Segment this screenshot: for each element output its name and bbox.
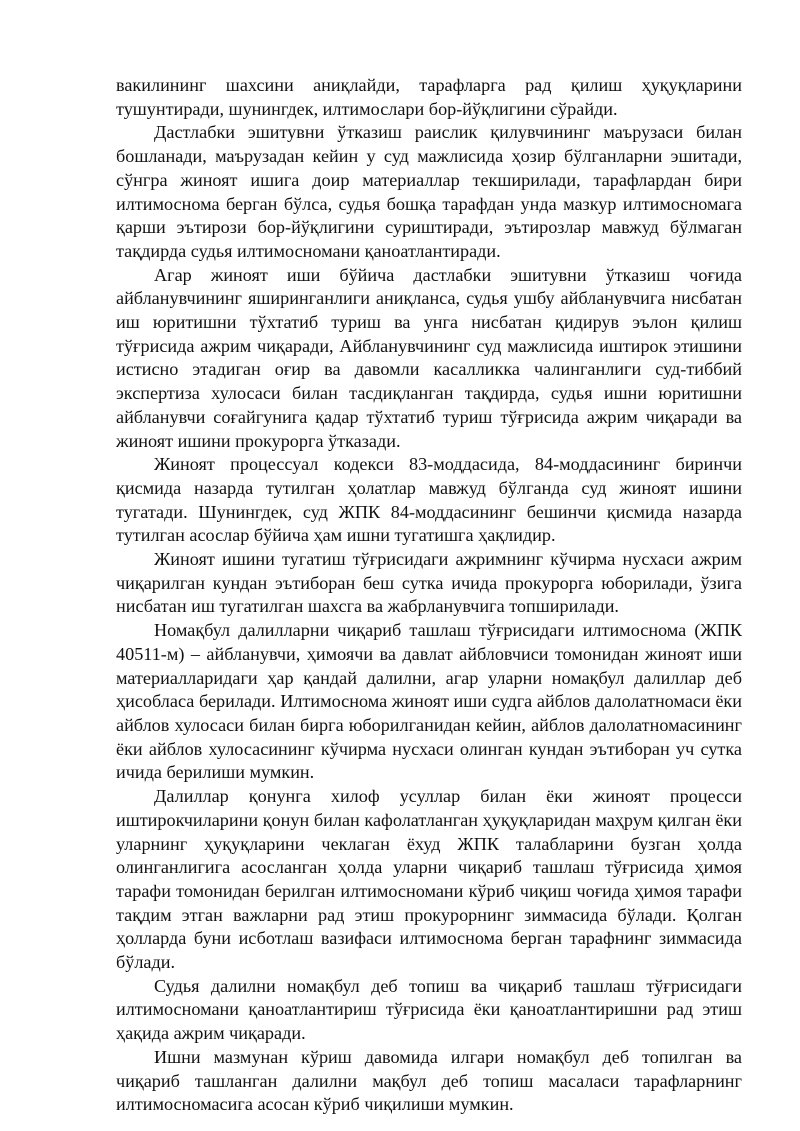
paragraph-8: Судья далилни номақбул деб топиш ва чиқариб ташлаш тўғрисидаги илтимосномани қаноатлантириш тўғрисида ёки қаноатлантиришни рад этиш ҳақида ажрим чиқаради.: [116, 975, 742, 1044]
paragraph-9: Ишни мазмунан кўриш давомида илгари номақбул деб топилган ва чиқариб ташланган далилни мақбул деб топиш масаласи тарафларнинг илтимосномасига асосан кўриб чиқилиши мумкин.: [116, 1046, 742, 1115]
paragraph-7: Далиллар қонунга хилоф усуллар билан ёки жиноят процесси иштирокчиларини қонун билан кафолатланган ҳуқуқларидан маҳрум қилган ёки уларнинг ҳуқуқларини чеклаган ёхуд ЖПК талабларини бузган ҳолда олинганлигига асосланган ҳолда уларни чиқариб ташлаш тўғрисида ҳимоя тарафи томонидан берилган илтимосномани кўриб чиқиш чоғида ҳимоя тарафи тақдим этган важларни рад этиш прокурорнинг зиммасида бўлади. Қолган ҳолларда буни исботлаш вазифаси илтимоснома берган тарафнинг зиммасида бўлади.: [116, 786, 742, 973]
paragraph-6: Номақбул далилларни чиқариб ташлаш тўғрисидаги илтимоснома (ЖПК 40511-м) – айбланувчи, ҳимоячи ва давлат айбловчиси томонидан жиноят иши материалларидаги ҳар қандай далилни, агар уларни номақбул далиллар деб ҳисобласа берилади. Илтимоснома жиноят иши судга айблов далолатномаси ёки айблов хулосаси билан бирга юборилганидан кейин, айблов далолатномасининг ёки айблов хулосасининг кўчирма нусхаси олинган кундан эътиборан уч сутка ичида берилиши мумкин.: [116, 620, 742, 783]
paragraph-1: вакилининг шахсини аниқлайди, тарафларга рад қилиш ҳуқуқларини тушунтиради, шунингдек, илтимослари бор-йўқлигини сўрайди.: [116, 75, 742, 119]
paragraph-4: Жиноят процессуал кодекси 83-моддасида, 84-моддасининг биринчи қисмида назарда тутилган ҳолатлар мавжуд бўлганда суд жиноят ишини тугатади. Шунингдек, суд ЖПК 84-моддасининг бешинчи қисмида назарда тутилган асослар бўйича ҳам ишни тугатишга ҳақлидир.: [116, 454, 742, 546]
paragraph-2: Дастлабки эшитувни ўтказиш раислик қилувчининг маърузаси билан бошланади, маърузадан кейин у суд мажлисида ҳозир бўлганларни эшитади, сўнгра жиноят ишига доир материаллар текширилади, тарафлардан бири илтимоснома берган бўлса, судья бошқа тарафдан унда мазкур илтимосномага қарши эътирози бор-йўқлигини суриштиради, эътирозлар мавжуд бўлмаган тақдирда судья илтимосномани қаноатлантиради.: [116, 122, 742, 261]
paragraph-3: Агар жиноят иши бўйича дастлабки эшитувни ўтказиш чоғида айбланувчининг яширинганлиги аниқланса, судья ушбу айбланувчига нисбатан иш юритишни тўхтатиб туриш ва унга нисбатан қидирув эълон қилиш тўғрисида ажрим чиқаради, Айбланувчининг суд мажлисида иштирок этишини истисно этадиган оғир ва давомли касалликка чалинганлиги суд-тиббий экспертиза хулосаси билан тасдиқланган тақдирда, судья ишни юритишни айбланувчи соғайгунига қадар тўхтатиб туриш тўғрисида ажрим чиқаради ва жиноят ишини прокурорга ўтказади.: [116, 264, 742, 451]
paragraph-5: Жиноят ишини тугатиш тўғрисидаги ажримнинг кўчирма нусхаси ажрим чиқарилган кундан эътиборан беш сутка ичида прокурорга юборилади, ўзига нисбатан иш тугатилган шахсга ва жабрланувчига топширилади.: [116, 549, 742, 617]
document-page: [116, 74, 742, 1117]
